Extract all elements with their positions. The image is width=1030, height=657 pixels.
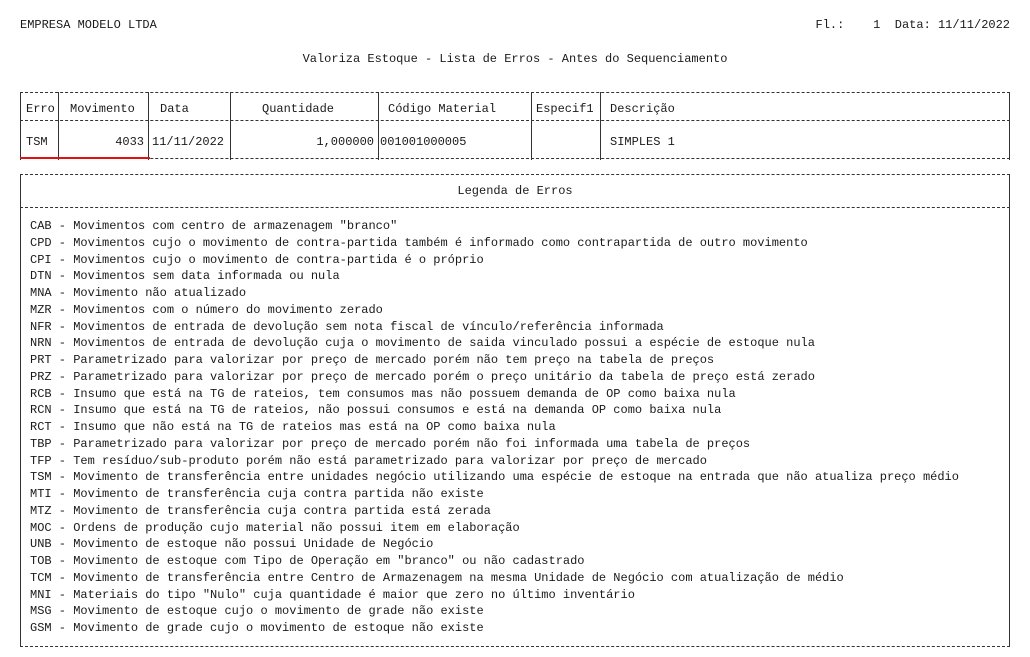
table-row-erro: TSM [26, 135, 48, 149]
legend-item-separator: - [51, 587, 74, 602]
legend-item-text: Movimento de transferência entre Centro de Armazenagem na mesma Unidade de Negócio com atualização de médio [73, 570, 844, 585]
legend-item-separator: - [51, 252, 74, 267]
col-header-data: Data [160, 102, 189, 116]
table-row-descricao: SIMPLES 1 [610, 135, 675, 149]
errors-table [20, 92, 1010, 160]
col-divider [378, 92, 379, 160]
legend-item [30, 453, 959, 470]
legend-item-text: Movimento de transferência cuja contra partida não existe [73, 487, 484, 501]
legend-item [30, 235, 959, 252]
col-header-movimento: Movimento [70, 102, 135, 116]
legend-item-separator: - [51, 554, 74, 568]
company-name: EMPRESA MODELO LTDA [20, 18, 157, 32]
legend-item-separator: - [51, 386, 74, 401]
error-highlight-underline [20, 157, 150, 159]
legend-top-border [20, 174, 1010, 175]
legend-item-text: Movimentos cujo o movimento de contra-partida também é informado como contrapartida de outro movimento [73, 235, 808, 250]
legend-list [30, 218, 959, 637]
legend-item-separator: - [51, 436, 74, 451]
legend-item-text: Movimentos de entrada de devolução cuja o movimento de saida vinculado possui a espécie de estoque nula [73, 336, 815, 351]
legend-item-separator: - [51, 503, 74, 518]
col-divider [600, 92, 601, 160]
legend-item [30, 436, 959, 453]
table-top-border [20, 92, 1010, 93]
legend-item-code: GSM [30, 621, 52, 635]
legend-item [30, 335, 959, 352]
legend-item-separator: - [51, 520, 74, 535]
legend-item-text: Movimento de transferência entre unidades negócio utilizando uma espécie de estoque na entrada que não atualiza preço médio [73, 470, 959, 485]
legend-item-separator: - [51, 269, 74, 284]
legend-item-text: Movimento de estoque não possui Unidade de Negócio [73, 537, 434, 552]
legend-item-code: CPD [30, 235, 52, 250]
legend-item-code: NRN [30, 336, 52, 351]
legend-item-separator: - [51, 537, 74, 552]
legend-item-separator: - [51, 570, 74, 585]
col-header-quantidade: Quantidade [262, 102, 335, 116]
legend-item-code: MOC [30, 520, 52, 535]
legend-item-code: PRT [30, 353, 52, 367]
legend-item-code: MNA [30, 286, 52, 300]
date-value: 11/11/2022 [937, 18, 1010, 32]
legend-item-code: MNI [30, 587, 52, 602]
legend-item-code: CAB [30, 219, 52, 233]
legend-title-divider [20, 207, 1010, 208]
legend-item-code: MTI [30, 487, 52, 501]
legend-item [30, 536, 959, 553]
col-header-codigo-material: Código Material [388, 102, 497, 116]
legend-item-text: Movimentos de entrada de devolução sem nota fiscal de vínculo/referência informada [73, 319, 664, 334]
table-row-quantidade: 1,000000 [316, 135, 374, 149]
legend-item [30, 469, 959, 486]
legend-item-code: PRZ [30, 369, 52, 384]
page-label: Fl.: [815, 18, 845, 32]
date-label: Data: [894, 18, 931, 32]
col-divider [148, 92, 149, 160]
legend-item-separator: - [51, 621, 74, 635]
table-row-codigo-material: 001001000005 [380, 135, 467, 149]
legend-item [30, 419, 959, 436]
legend-item-code: TFP [30, 453, 52, 468]
legend-item-code: TSM [30, 470, 52, 485]
legend-item-code: CPI [30, 252, 52, 267]
legend-title: Legenda de Erros [457, 184, 573, 198]
legend-item-code: MSG [30, 604, 52, 619]
legend-item [30, 553, 959, 570]
legend-item-text: Movimento de grade cujo o movimento de estoque não existe [73, 621, 484, 635]
legend-item [30, 285, 959, 302]
legend-item-code: MTZ [30, 503, 52, 518]
legend-item [30, 218, 959, 235]
legend-box [20, 174, 1010, 647]
legend-item-text: Insumo que não está na TG de rateios mas está na OP como baixa nula [73, 420, 556, 434]
col-divider [230, 92, 231, 160]
col-header-descricao: Descrição [610, 102, 675, 116]
legend-item [30, 369, 959, 386]
legend-item-text: Parametrizado para valorizar por preço de mercado porém não foi informada uma tabela de preços [73, 436, 751, 451]
col-divider [531, 92, 532, 160]
legend-item-separator: - [51, 487, 74, 501]
legend-item-text: Movimento de estoque cujo o movimento de grade não existe [73, 604, 484, 619]
table-row-data: 11/11/2022 [152, 135, 225, 149]
legend-item-separator: - [51, 353, 74, 367]
legend-item-text: Movimentos sem data informada ou nula [73, 269, 340, 284]
legend-item [30, 302, 959, 319]
col-divider [1009, 92, 1010, 160]
legend-item-code: RCB [30, 386, 52, 401]
legend-item-separator: - [51, 286, 74, 300]
legend-item-text: Movimento de transferência cuja contra partida está zerada [73, 503, 491, 518]
col-header-erro: Erro [26, 102, 55, 116]
legend-item [30, 386, 959, 403]
legend-item-text: Ordens de produção cujo material não possui item em elaboração [73, 520, 520, 535]
legend-item [30, 620, 959, 637]
legend-item [30, 252, 959, 269]
page-number: 1 [873, 18, 881, 32]
legend-item-code: TCM [30, 570, 52, 585]
legend-item-text: Movimentos cujo o movimento de contra-partida é o próprio [73, 252, 484, 267]
legend-item-separator: - [51, 369, 74, 384]
legend-item-code: TOB [30, 554, 52, 568]
col-divider [20, 92, 21, 160]
legend-item [30, 520, 959, 537]
table-header-divider [20, 120, 1010, 121]
report-title: Valoriza Estoque - Lista de Erros - Antes do Sequenciamento [302, 52, 728, 66]
legend-item [30, 503, 959, 520]
legend-item-code: UNB [30, 537, 52, 552]
legend-item-text: Movimentos com o número do movimento zerado [73, 302, 383, 317]
legend-item [30, 587, 959, 604]
legend-item-separator: - [51, 336, 74, 351]
legend-item-separator: - [51, 470, 74, 485]
legend-item-text: Insumo que está na TG de rateios, tem consumos mas não possuem demanda de OP como baixa nula [73, 386, 736, 401]
legend-item-separator: - [51, 420, 74, 434]
legend-item-separator: - [51, 302, 74, 317]
legend-item-separator: - [51, 219, 74, 233]
legend-item-text: Movimento não atualizado [73, 286, 247, 300]
legend-item-text: Tem resíduo/sub-produto porém não está parametrizado para valorizar por preço de mercado [73, 453, 707, 468]
legend-item [30, 352, 959, 369]
legend-item-separator: - [51, 403, 74, 418]
legend-item-text: Parametrizado para valorizar por preço de mercado porém o preço unitário da tabela de preço está zerado [73, 369, 815, 384]
legend-left-border [20, 174, 21, 647]
legend-item [30, 268, 959, 285]
legend-item-text: Parametrizado para valorizar por preço de mercado porém não tem preço na tabela de preços [73, 353, 715, 367]
legend-item-text: Materiais do tipo "Nulo" cuja quantidade é maior que zero no último inventário [73, 587, 635, 602]
legend-item [30, 486, 959, 503]
page-info [816, 17, 1010, 33]
table-bottom-border [20, 158, 1010, 159]
legend-item-text: Movimentos com centro de armazenagem "branco" [73, 219, 398, 233]
legend-item-code: DTN [30, 269, 52, 284]
legend-item [30, 570, 959, 587]
legend-item-code: TBP [30, 436, 52, 451]
legend-item-separator: - [51, 604, 74, 619]
legend-item [30, 603, 959, 620]
col-header-especif1: Especif1 [536, 102, 594, 116]
legend-item-code: NFR [30, 319, 52, 334]
col-divider [58, 92, 59, 160]
legend-item-separator: - [51, 319, 74, 334]
legend-item [30, 319, 959, 336]
legend-item-text: Movimento de estoque com Tipo de Operação em "branco" ou não cadastrado [73, 554, 585, 568]
legend-item [30, 402, 959, 419]
legend-right-border [1009, 174, 1010, 647]
legend-item-code: MZR [30, 302, 52, 317]
legend-item-code: RCN [30, 403, 52, 418]
legend-item-separator: - [51, 235, 74, 250]
table-row-movimento: 4033 [115, 135, 144, 149]
legend-bottom-border [20, 646, 1010, 647]
legend-item-code: RCT [30, 420, 52, 434]
legend-item-separator: - [51, 453, 74, 468]
legend-item-text: Insumo que está na TG de rateios, não possui consumos e está na demanda OP como baixa nula [73, 403, 722, 418]
